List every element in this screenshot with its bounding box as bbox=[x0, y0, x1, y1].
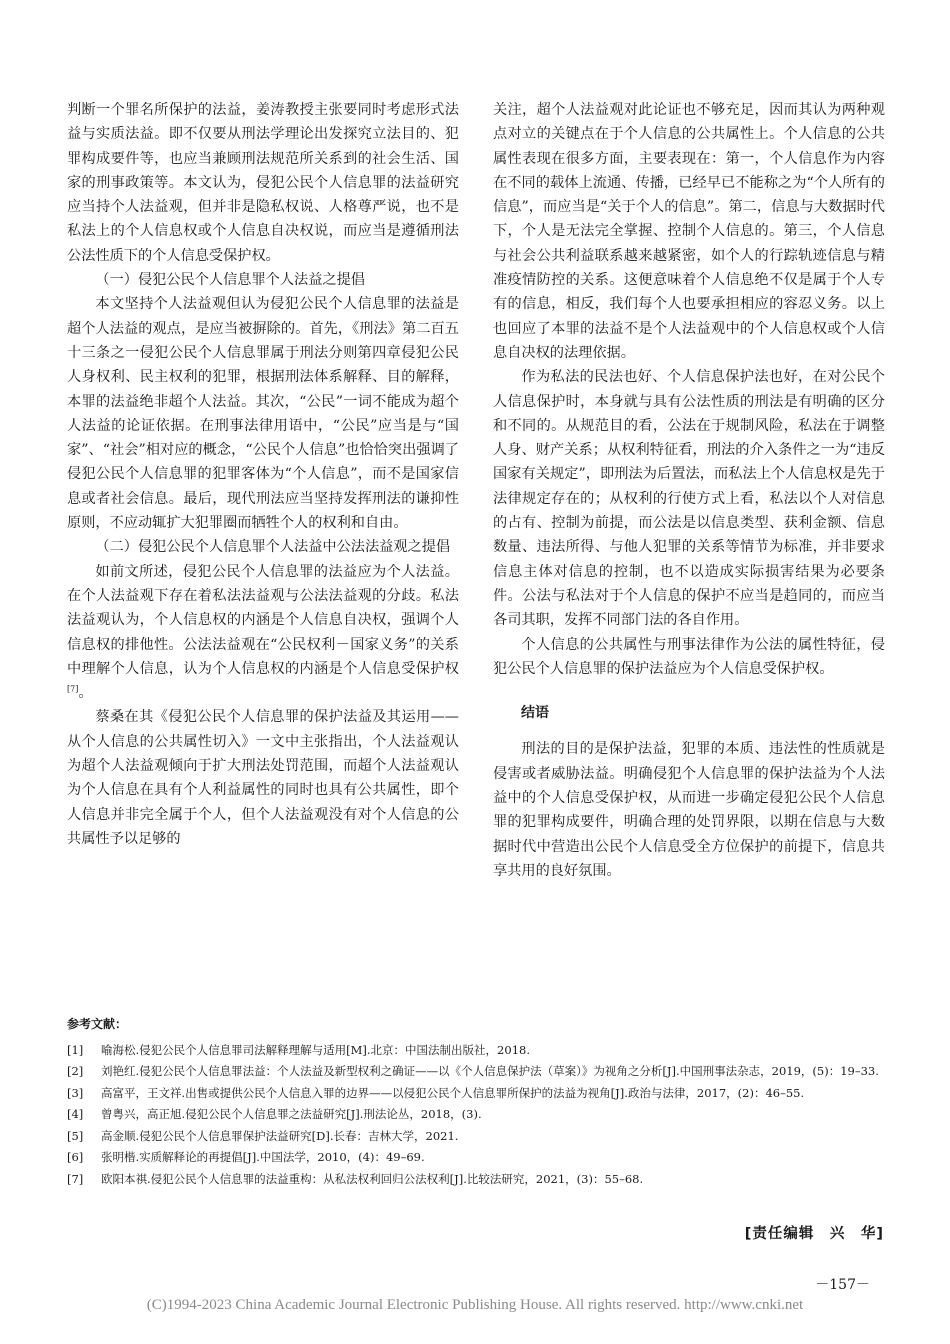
reference-number: [1] bbox=[67, 1042, 84, 1057]
reference-item bbox=[67, 1061, 892, 1083]
reference-text: 喻海松.侵犯公民个人信息罪司法解释理解与适用[M].北京：中国法制出版社，2018. bbox=[101, 1042, 530, 1057]
references-title: 参考文献： bbox=[67, 1017, 128, 1031]
page-number: －157－ bbox=[815, 1277, 870, 1293]
citation-marker: [7] bbox=[67, 684, 79, 694]
reference-text: 刘艳红.侵犯公民个人信息罪法益：个人法益及新型权利之确证——以《个人信息保护法（草案）》为视角之分析[J].中国刑事法杂志，2019，(5)：19–33. bbox=[101, 1064, 879, 1078]
paragraph: 关注，超个人法益观对此论证也不够充足，因而其认为两种观点对立的关键点在于个人信息的公共属性上。个人信息的公共属性表现在很多方面，主要表现在：第一，个人信息作为内容在不同的载体上流通、传播，已经早已不能称之为“个人所有的信息”，而应当是“关于个人的信息”。第二，信息与大数据时代下，个人是无法完全掌握、控制个人信息的。第三，个人信息与社会公共利益联系越来越紧密，如个人的行踪轨迹信息与精准疫情防控的关系。这便意味着个人信息绝不仅是属于个人专有的信息，相反，我们每个人也要承担相应的容忍义务。以上也回应了本罪的法益不是个人法益观中的个人信息权或个人信息自决权的法理依据。 bbox=[493, 102, 885, 361]
reference-text: 高金顺.侵犯公民个人信息罪保护法益研究[D].长春：吉林大学，2021. bbox=[101, 1128, 459, 1143]
responsible-editor: [责任编辑 兴 华] bbox=[744, 1226, 884, 1242]
section-heading: （二）侵犯公民个人信息罪个人法益中公法法益观之提倡 bbox=[95, 539, 451, 556]
conclusion-title: 结语 bbox=[521, 705, 549, 722]
reference-item bbox=[67, 1104, 892, 1126]
left-column bbox=[67, 98, 459, 851]
copyright-watermark: (C)1994-2023 China Academic Journal Electronic Publishing House. All rights reserved. http://www.cnki.net bbox=[146, 1297, 804, 1313]
paragraph-end: 。 bbox=[78, 685, 93, 702]
reference-item bbox=[67, 1126, 892, 1148]
reference-number: [6] bbox=[67, 1150, 84, 1164]
paragraph: 本文坚持个人法益观但认为侵犯公民个人信息罪的法益是超个人法益的观点，是应当被摒除的。首先，《刑法》第二百五十三条之一侵犯公民个人信息罪属于刑法分则第四章侵犯公民人身权利、民主权利的犯罪，根据刑法体系解释、目的解释，本罪的法益绝非超个人法益。其次，“公民”一词不能成为超个人法益的论证依据。在刑事法律用语中，“公民”应当是与“国家”、“社会”相对应的概念，“公民个人信息”也恰恰突出强调了侵犯公民个人信息罪的犯罪客体为“个人信息”，而不是国家信息或者社会信息。最后，现代刑法应当坚持发挥刑法的谦抑性原则，不应动辄扩大犯罪圈而牺牲个人的权利和自由。 bbox=[67, 296, 459, 532]
reference-number: [3] bbox=[67, 1085, 84, 1100]
reference-number: [4] bbox=[67, 1107, 84, 1121]
paragraph: 作为私法的民法也好、个人信息保护法也好，在对公民个人信息保护时，本身就与具有公法性质的刑法是有明确的区分和不同的。从规范目的看，公法在于规制风险，私法在于调整人身、财产关系；从权利特征看，刑法的介入条件之一为“违反国家有关规定”，即刑法为后置法，而私法上个人信息权是先于法律规定存在的；从权利的行使方式上看，私法以个人对信息的占有、控制为前提，而公法是以信息类型、获利金额、信息数量、违法所得、与他人犯罪的关系等情节为标准，并非要求信息主体对信息的控制，也不以造成实际损害结果为必要条件。公法与私法对于个人信息的保护不应当是趋同的，而应当各司其职，发挥不同部门法的各自作用。 bbox=[493, 369, 885, 629]
paragraph-text: 如前文所述，侵犯公民个人信息罪的法益应为个人法益。在个人法益观下存在着私法法益观与公法法益观的分歧。私法法益观认为，个人信息权的内涵是个人信息自决权，强调个人信息权的排他性。公法法益观在“公民权利－国家义务”的关系中理解个人信息，认为个人信息权的内涵是个人信息受保护权 bbox=[67, 563, 459, 677]
reference-number: [2] bbox=[67, 1064, 84, 1078]
paragraph: 判断一个罪名所保护的法益，姜涛教授主张要同时考虑形式法益与实质法益。即不仅要从刑法学理论出发探究立法目的、犯罪构成要件等，也应当兼顾刑法规范所关系到的社会生活、国家的刑事政策等。本文认为，侵犯公民个人信息罪的法益研究应当持个人法益观，但并非是隐私权说、人格尊严说，也不是私法上的个人信息权或个人信息自决权说，而应当是遵循刑法公法性质下的个人信息受保护权。 bbox=[67, 102, 459, 264]
reference-item bbox=[67, 1169, 892, 1191]
references bbox=[67, 1014, 892, 1190]
reference-item bbox=[67, 1040, 892, 1062]
paragraph: 个人信息的公共属性与刑事法律作为公法的属性特征，侵犯公民个人信息罪的保护法益应为个人信息受保护权。 bbox=[493, 636, 885, 677]
reference-number: [7] bbox=[67, 1171, 84, 1186]
reference-text: 曾粤兴，高正旭.侵犯公民个人信息罪之法益研究[J].刑法论丛，2018，(3). bbox=[101, 1107, 482, 1121]
paragraph: 蔡桑在其《侵犯公民个人信息罪的保护法益及其运用——从个人信息的公共属性切入》一文中主张指出，个人法益观认为超个人法益观倾向于扩大刑法处罚范围，而超个人法益观认为个人信息在具有个人利益属性的同时也具有公共属性，即个人信息并非完全属于个人，但个人法益观没有对个人信息的公共属性予以足够的 bbox=[67, 709, 459, 847]
paragraph bbox=[67, 560, 459, 706]
reference-item bbox=[67, 1147, 892, 1169]
reference-item bbox=[67, 1083, 892, 1105]
reference-text: 高富平，王文祥.出售或提供公民个人信息入罪的边界——以侵犯公民个人信息罪所保护的法益为视角[J].政治与法律，2017，(2)：46–55. bbox=[101, 1085, 805, 1100]
reference-text: 欧阳本祺.侵犯公民个人信息罪的法益重构：从私法权利回归公法权利[J].比较法研究，2021，(3)：55–68. bbox=[101, 1171, 644, 1186]
reference-text: 张明楷.实质解释论的再提倡[J].中国法学，2010，(4)：49–69. bbox=[101, 1150, 425, 1164]
section-heading: （一）侵犯公民个人信息罪个人法益之提倡 bbox=[95, 272, 365, 289]
right-column bbox=[493, 98, 885, 883]
reference-number: [5] bbox=[67, 1128, 84, 1143]
paragraph: 刑法的目的是保护法益，犯罪的本质、违法性的性质就是侵害或者威胁法益。明确侵犯个人信息罪的保护法益为个人法益中的个人信息受保护权，从而进一步确定侵犯公民个人信息罪的犯罪构成要件，明确合理的处罚界限，以期在信息与大数据时代中营造出公民个人信息受全方位保护的前提下，信息共享共用的良好氛围。 bbox=[493, 741, 885, 879]
